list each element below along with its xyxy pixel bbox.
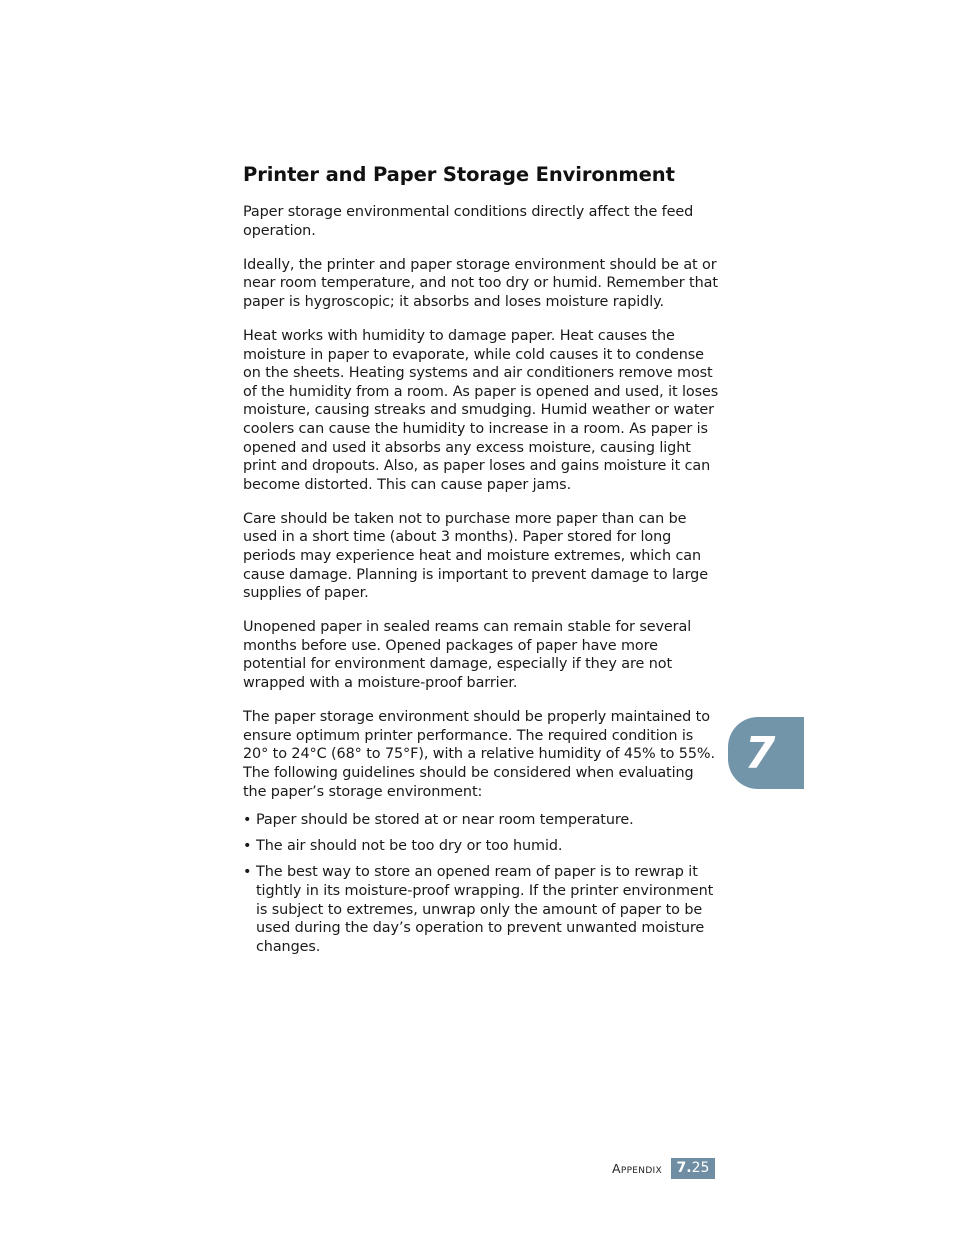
page-number: 25 [691, 1160, 710, 1176]
list-item-text: The best way to store an opened ream of paper is to rewrap it tightly in its moisture-proof wrapping. If the printer environment is subject to extremes, unwrap only the amount of paper to be used during the day’s operation to prevent unwanted moisture changes. [256, 864, 714, 955]
list-item [243, 837, 719, 856]
chapter-tab [728, 717, 804, 789]
page-chapter: 7. [676, 1160, 692, 1176]
page-footer [612, 1157, 715, 1179]
paragraph: The paper storage environment should be properly maintained to ensure optimum printer performance. The required condition is 20° to 24°C (68° to 75°F), with a relative humidity of 45% to 55%. The following guidelines should be considered when evaluating the paper’s storage environment: [243, 709, 715, 800]
list-item-text: Paper should be stored at or near room temperature. [256, 811, 634, 828]
bullet-icon: • [243, 811, 252, 828]
list-item [243, 863, 719, 956]
list-item-text: The air should not be too dry or too humid. [256, 838, 563, 855]
bullet-icon: • [243, 838, 252, 855]
list-item [243, 811, 719, 830]
bullet-icon: • [243, 864, 252, 881]
footer-section-label: Appendix [612, 1160, 662, 1176]
paragraph: Care should be taken not to purchase more paper than can be used in a short time (about 3 months). Paper stored for long periods may experience heat and moisture extremes, which can cause damage. Planning is important to prevent damage to large supplies of paper. [243, 510, 708, 602]
paragraph: Unopened paper in sealed reams can remain stable for several months before use. Opened packages of paper have more potential for environment damage, especially if they are not wrapped with a moisture-proof barrier. [243, 619, 692, 692]
page-number-badge [671, 1158, 715, 1179]
page-title: Printer and Paper Storage Environment [243, 163, 675, 186]
main-content [243, 163, 719, 964]
paragraph: Heat works with humidity to damage paper. Heat causes the moisture in paper to evaporate, while cold causes it to condense on the sheets. Heating systems and air conditioners remove most of the humidity from a room. As paper is opened and used, it loses moisture, causing streaks and smudging. Humid weather or water coolers can cause the humidity to increase in a room. As paper is opened and used it absorbs any excess moisture, causing light print and dropouts. Also, as paper loses and gains moisture it can become distorted. This can cause paper jams. [243, 327, 719, 493]
guidelines-list [243, 811, 719, 957]
paragraph: Ideally, the printer and paper storage environment should be at or near room temperature, and not too dry or humid. Remember that paper is hygroscopic; it absorbs and loses moisture rapidly. [243, 256, 718, 310]
chapter-number: 7 [744, 727, 776, 779]
paragraph: Paper storage environmental conditions directly affect the feed operation. [243, 204, 694, 239]
